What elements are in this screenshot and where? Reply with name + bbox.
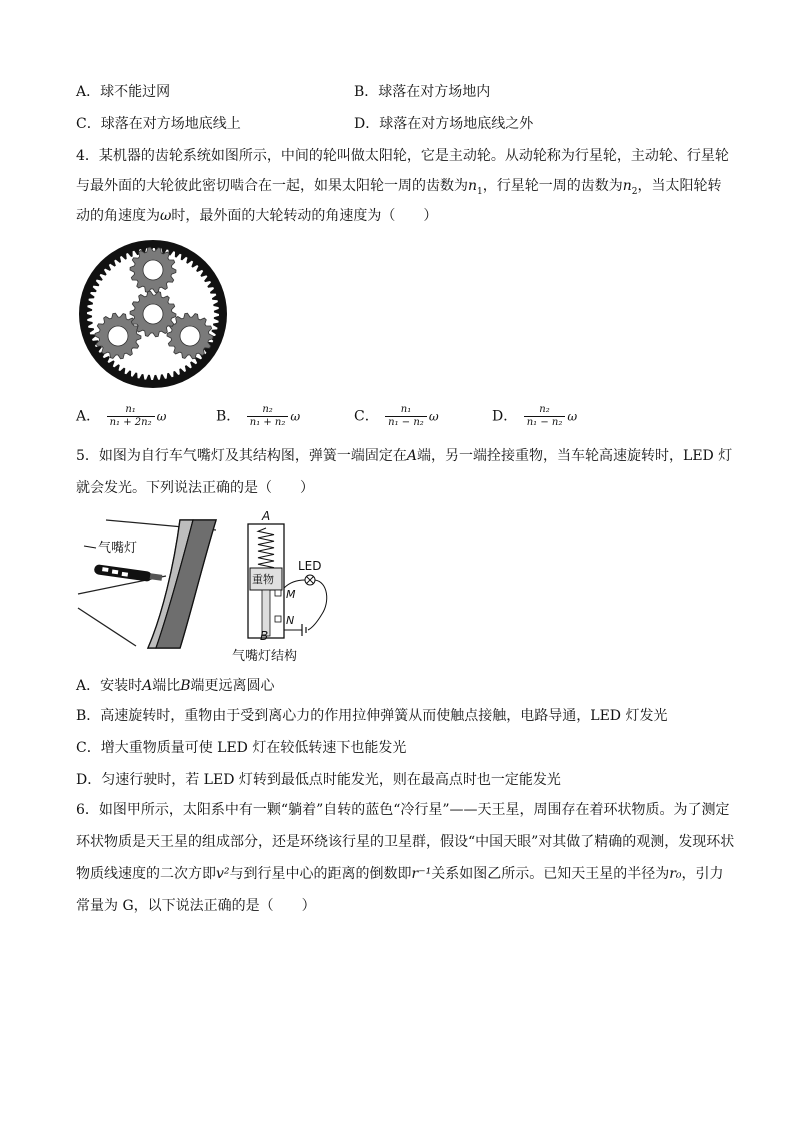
q6-stem-line1: 6．如图甲所示，太阳系中有一颗“躺着”自转的蓝色“冷行星”——天王星，周围存在着环状物质。为了测定 bbox=[76, 802, 730, 818]
q5-option-c: C．增大重物质量可使 LED 灯在较低转速下也能发光 bbox=[76, 740, 407, 756]
q3-option-b: B．球落在对方场地内 bbox=[354, 84, 491, 100]
q6-stem-line3: 物质线速度的二次方即v²与到行星中心的距离的倒数即r⁻¹关系如图乙所示。已知天王星的半径为r₀，引力 bbox=[76, 866, 724, 882]
q3-option-a: A．球不能过网 bbox=[76, 84, 171, 100]
q5-option-b: B．高速旋转时，重物由于受到离心力的作用拉伸弹簧从而使触点接触，电路导通，LED 灯发光 bbox=[76, 708, 668, 724]
q5-stem-line1: 5．如图为自行车气嘴灯及其结构图，弹簧一端固定在A端，另一端拴接重物，当车轮高速旋转时，LED 灯 bbox=[76, 448, 733, 464]
q4-stem-line1: 4．某机器的齿轮系统如图所示，中间的轮叫做太阳轮，它是主动轮。从动轮称为行星轮，主动轮、行星轮 bbox=[76, 148, 729, 164]
q6-stem-line2: 环状物质是天王星的组成部分，还是环绕该行星的卫星群，假设“中国天眼”对其做了精确的观测，发现环状 bbox=[76, 834, 735, 850]
q4-option-d: D． $\frac{\text{n₂}}{\text{n₁ − n₂}}$ ω bbox=[492, 404, 578, 428]
q4-stem-line2: 与最外面的大轮彼此密切啮合在一起，如果太阳轮一周的齿数为$n_1$，行星轮一周的齿数为$n_2$，当太阳轮转 bbox=[76, 178, 722, 197]
q5-option-a: A．安装时A端比B端更远离圆心 bbox=[76, 678, 275, 694]
q4-stem-line3: 动的角速度为ω时，最外面的大轮转动的角速度为（ ） bbox=[76, 208, 438, 224]
planetary-gear-figure bbox=[78, 238, 228, 390]
led-label: LED bbox=[298, 559, 322, 573]
q4-option-c: C． $\frac{\text{n₁}}{\text{n₁ − n₂}}$ ω bbox=[354, 404, 439, 428]
q3-option-d: D．球落在对方场地底线之外 bbox=[354, 116, 534, 132]
q6-stem-line4: 常量为 G，以下说法正确的是（ ） bbox=[76, 898, 316, 914]
q4-option-b: B． $\frac{\text{n₂}}{\text{n₁ + n₂}}$ ω bbox=[216, 404, 301, 428]
q5-stem-line2: 就会发光。下列说法正确的是（ ） bbox=[76, 480, 314, 496]
weight-label: 重物 bbox=[252, 573, 274, 586]
q3-option-c: C．球落在对方场地底线上 bbox=[76, 116, 241, 132]
q4-option-a: A． $\frac{\text{n₁}}{\text{n₁ + 2n₂}}$ ω bbox=[76, 404, 167, 428]
structure-caption: 气嘴灯结构 bbox=[232, 649, 298, 664]
q5-option-d: D．匀速行驶时，若 LED 灯转到最低点时能发光，则在最高点时也一定能发光 bbox=[76, 772, 561, 788]
valve-light-figure bbox=[76, 506, 336, 664]
label-a: A bbox=[262, 509, 271, 523]
valve-light-label: 气嘴灯 bbox=[98, 541, 138, 556]
label-b: B bbox=[260, 629, 269, 643]
label-n: N bbox=[286, 614, 295, 627]
label-m: M bbox=[286, 588, 296, 601]
